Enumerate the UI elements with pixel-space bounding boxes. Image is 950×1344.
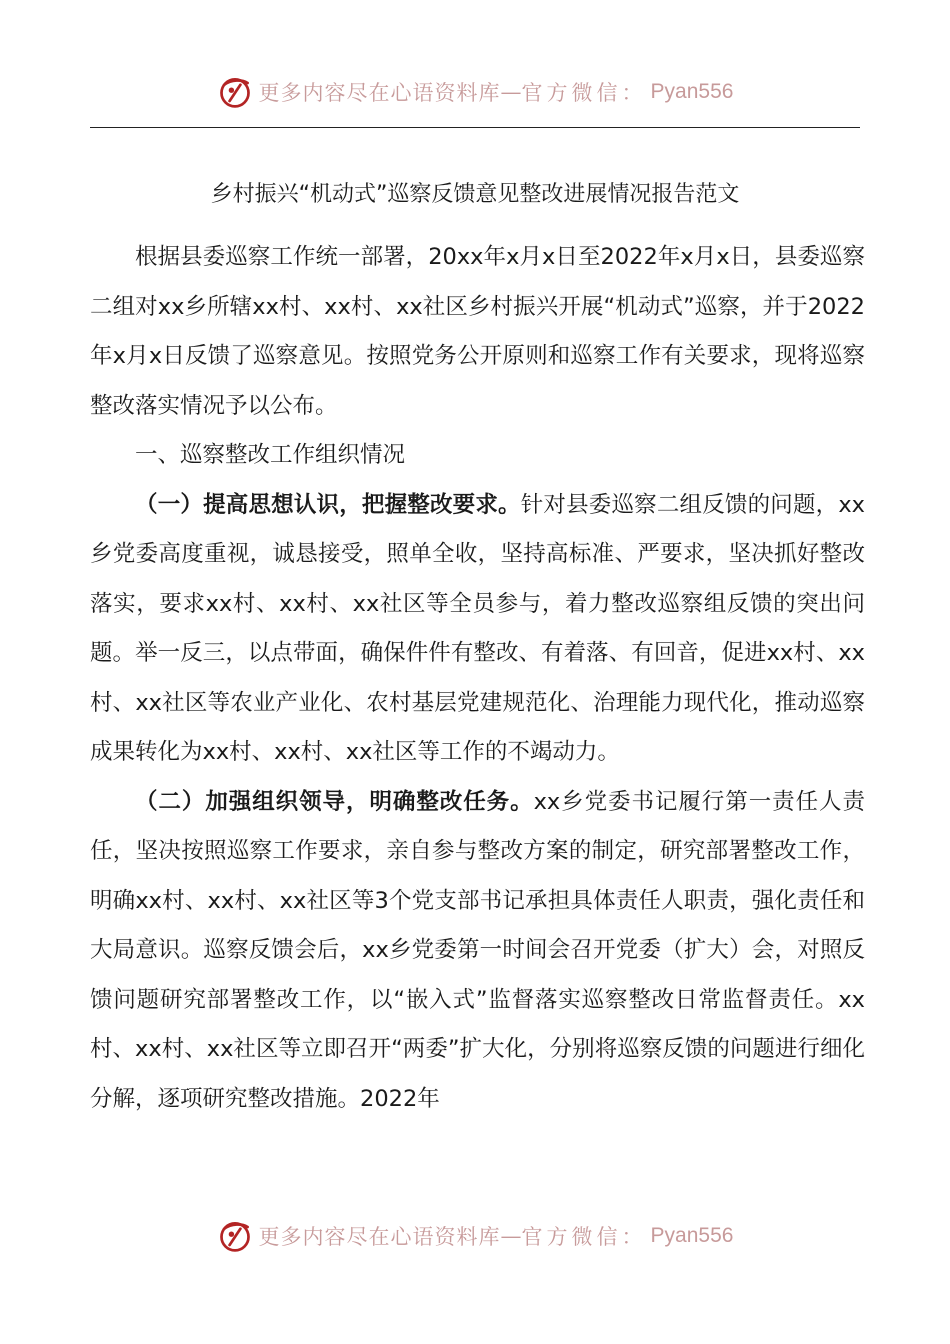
banner-wechat-label: 官方微信： <box>521 81 647 105</box>
intro-paragraph: 根据县委巡察工作统一部署，20xx年x月x日至2022年x月x日，县委巡察二组对xx乡所辖xx村、xx村、xx社区乡村振兴开展“机动式”巡察，并于2022年x月x日反馈了巡察意见。按照党务公开原则和巡察工作有关要求，现将巡察整改落实情况予以公布。 <box>90 244 865 419</box>
document-title: 乡村振兴“机动式”巡察反馈意见整改进展情况报告范文 <box>210 182 740 207</box>
banner-wechat-label: 官方微信： <box>521 1225 647 1249</box>
brand-logo-icon <box>217 1218 253 1254</box>
paragraph-1-text: 针对县委巡察二组反馈的问题，xx乡党委高度重视，诚恳接受，照单全收，坚持高标准、严要求，坚决抓好整改落实，要求xx村、xx村、xx社区等全员参与，着力整改巡察组反馈的突出问题。举一反三，以点带面，确保件件有整改、有着落、有回音，促进xx村、xx村、xx社区等农业产业化、农村基层党建规范化、治理能力现代化，推动巡察成果转化为xx村、xx村、xx社区等工作的不竭动力。 <box>90 491 865 765</box>
header-divider <box>90 127 860 128</box>
banner-separator: — <box>500 1224 522 1248</box>
paragraph-1 <box>90 481 865 778</box>
banner-wechat-id: Pyan556 <box>650 1224 734 1247</box>
paragraph-1-lead: （一）提高思想认识，把握整改要求。 <box>135 491 521 518</box>
paragraph-2-lead: （二）加强组织领导，明确整改任务。 <box>135 788 534 815</box>
banner-brand-text: 更多内容尽在心语资料库 <box>258 1225 501 1249</box>
document-body <box>90 233 865 1124</box>
paragraph-2-text: xx乡党委书记履行第一责任人责任，坚决按照巡察工作要求，亲自参与整改方案的制定，研究部署整改工作，明确xx村、xx村、xx社区等3个党支部书记承担具体责任人职责，强化责任和大局意识。巡察反馈会后，xx乡党委第一时间会召开党委（扩大）会，对照反馈问题研究部署整改工作，以“嵌入式”监督落实巡察整改日常监督责任。xx村、xx村、xx社区等立即召开“两委”扩大化，分别将巡察反馈的问题进行细化分解，逐项研究整改措施。2022年 <box>90 788 865 1112</box>
banner-wechat-id: Pyan556 <box>650 80 734 103</box>
footer-banner <box>0 1216 950 1256</box>
banner-brand-text: 更多内容尽在心语资料库 <box>258 81 501 105</box>
section-heading: 一、巡察整改工作组织情况 <box>135 442 406 468</box>
header-banner <box>0 72 950 112</box>
banner-separator: — <box>500 80 522 104</box>
paragraph-2 <box>90 778 865 1125</box>
brand-logo-icon <box>217 74 253 110</box>
